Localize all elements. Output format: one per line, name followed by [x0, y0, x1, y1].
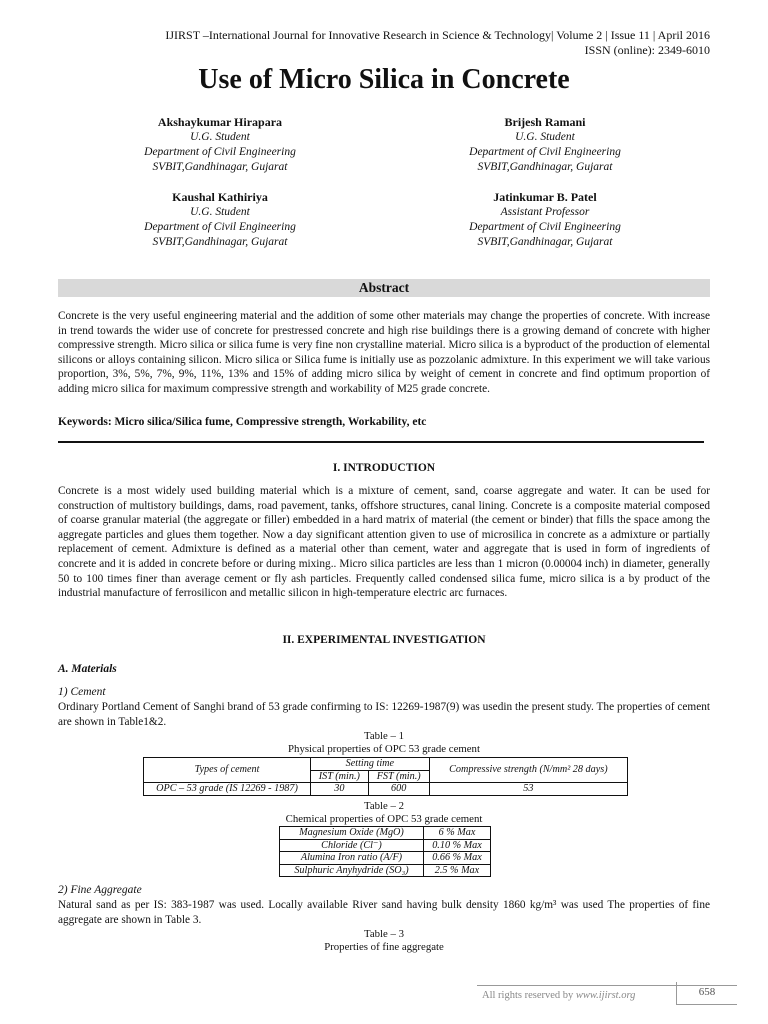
- table3-label: Table – 3: [363, 928, 405, 940]
- journal-header: [165, 28, 710, 58]
- author-name: Akshaykumar Hirapara: [157, 115, 283, 129]
- table-cell: Magnesium Oxide (MgO): [280, 827, 424, 840]
- author-dept: Department of Civil Engineering: [144, 146, 296, 158]
- author-inst: SVBIT,Gandhinagar, Gujarat: [477, 236, 613, 248]
- table-header-cell: Compressive strength (N/mm² 28 days): [429, 758, 627, 783]
- author-name: Jatinkumar B. Patel: [493, 190, 597, 204]
- table1-caption: Physical properties of OPC 53 grade cement: [288, 743, 480, 755]
- footer-rights: [482, 990, 635, 1001]
- table-header-cell: IST (min.): [311, 770, 369, 783]
- paper-title: Use of Micro Silica in Concrete: [198, 64, 570, 95]
- author-block-3: [100, 190, 340, 250]
- author-block-4: [425, 190, 665, 250]
- table-cell: Chloride (Cl⁻): [280, 839, 424, 852]
- fine-aggregate-text: Natural sand as per IS: 383-1987 was used. Locally available River sand having bulk density 1860 kg/m³ was used The properties of fine aggregate are shown in Table 3.: [58, 899, 710, 926]
- table-cell: Sulphuric Anyhydride (SO₃): [280, 864, 424, 877]
- subsection-cement: 1) Cement: [58, 686, 106, 698]
- table3-caption: Properties of fine aggregate: [324, 941, 444, 953]
- author-inst: SVBIT,Gandhinagar, Gujarat: [152, 161, 288, 173]
- section-heading-introduction: I. INTRODUCTION: [332, 462, 436, 474]
- table-cell: 2.5 % Max: [423, 864, 490, 877]
- author-role: Assistant Professor: [500, 206, 590, 218]
- table-cell: 0.10 % Max: [423, 839, 490, 852]
- journal-name: IJIRST –International Journal for Innovative Research in Science & Technology| Volume 2 | Issue 11 | April 2016: [165, 28, 710, 42]
- table1-label: Table – 1: [363, 730, 405, 742]
- table-header-cell: FST (min.): [368, 770, 429, 783]
- author-dept: Department of Civil Engineering: [469, 221, 621, 233]
- table-cell: 0.66 % Max: [423, 852, 490, 865]
- author-block-1: [100, 115, 340, 175]
- author-dept: Department of Civil Engineering: [469, 146, 621, 158]
- author-inst: SVBIT,Gandhinagar, Gujarat: [477, 161, 613, 173]
- table-cell: 30: [311, 783, 369, 796]
- table-row: [280, 827, 491, 840]
- abstract-heading: Abstract: [58, 279, 710, 297]
- table-cell: 6 % Max: [423, 827, 490, 840]
- subsection-materials: A. Materials: [58, 663, 117, 675]
- introduction-text: Concrete is a most widely used building material which is a mixture of cement, sand, coarse aggregate and water. It can be used for construction of multistory buildings, dams, road pavement, tanks, offshore structures, canal lining. Concrete is a composite material composed of coarse granular material (the aggregate or filler) embedded in a hard matrix of material (the cement or binder) that fills the space among the aggregate particles and glues them together. Now a day significant attention given to use of microsilica in concrete as a admixture or partially replacement of cement. Admixture is defined as a material other than cement, water and aggregate that is used in form of ingredients of concrete and it is added in concrete before or during mixing.. Micro silica particles are less than 1 micron (0.00004 inch) in diameter, generally 50 to 100 times finer than average cement or fly ash particles. Frequently called condensed silica fume, micro silica is a by product of the industrial manufacture of ferrosilicon and metallic silicon in high-temperature electric arc furnaces.: [58, 485, 710, 600]
- author-dept: Department of Civil Engineering: [144, 221, 296, 233]
- keywords: Keywords: Micro silica/Silica fume, Compressive strength, Workability, etc: [58, 416, 427, 428]
- table-header-cell: Setting time: [311, 758, 430, 771]
- table-row: [280, 839, 491, 852]
- table-cell: OPC – 53 grade (IS 12269 - 1987): [144, 783, 311, 796]
- table1: [143, 757, 628, 796]
- footer-rights-text: All rights reserved by: [482, 990, 576, 1001]
- author-name: Kaushal Kathiriya: [172, 190, 268, 204]
- author-role: U.G. Student: [515, 131, 575, 143]
- page-number: 658: [676, 982, 737, 1005]
- journal-issn: ISSN (online): 2349-6010: [584, 43, 710, 57]
- table-header-cell: Types of cement: [144, 758, 311, 783]
- table-cell: Alumina Iron ratio (A/F): [280, 852, 424, 865]
- table2-label: Table – 2: [363, 800, 405, 812]
- table-row: [144, 783, 628, 796]
- table2-caption: Chemical properties of OPC 53 grade cement: [285, 813, 483, 825]
- table-row: [280, 852, 491, 865]
- author-role: U.G. Student: [190, 206, 250, 218]
- table2: [279, 826, 491, 877]
- table-cell: 600: [368, 783, 429, 796]
- abstract-text: Concrete is the very useful engineering material and the addition of some other materials may change the properties of concrete. With increase in trend towards the wider use of concrete for prestressed concrete and high rise buildings there is a growing demand of concrete with higher compressive strength. Micro silica or silica fume is very fine non crystalline material. Micro silica is a byproduct of the production of elemental silicons or alloys containing silicon. Micro silica or Silica fume is initially use as pozzolanic admixture. In this experiment we will take various proportion, 3%, 5%, 7%, 9%, 11%, 13% and 15% of adding micro silica by weight of cement in concrete and find optimum proportion of adding micro silica for maximum compressive strength and workability of M25 grade concrete.: [58, 310, 710, 395]
- table-cell: 53: [429, 783, 627, 796]
- section-divider: [58, 441, 704, 443]
- table-row: [280, 864, 491, 877]
- section-heading-experimental: II. EXPERIMENTAL INVESTIGATION: [282, 634, 486, 646]
- author-name: Brijesh Ramani: [504, 115, 586, 129]
- cement-text: Ordinary Portland Cement of Sanghi brand of 53 grade confirming to IS: 12269-1987(9) was usedin the present study. The properties of cement are shown in Table1&2.: [58, 701, 710, 728]
- author-inst: SVBIT,Gandhinagar, Gujarat: [152, 236, 288, 248]
- footer-site-link[interactable]: www.ijirst.org: [575, 990, 636, 1001]
- author-role: U.G. Student: [190, 131, 250, 143]
- author-block-2: [425, 115, 665, 175]
- subsection-fine-aggregate: 2) Fine Aggregate: [58, 884, 142, 896]
